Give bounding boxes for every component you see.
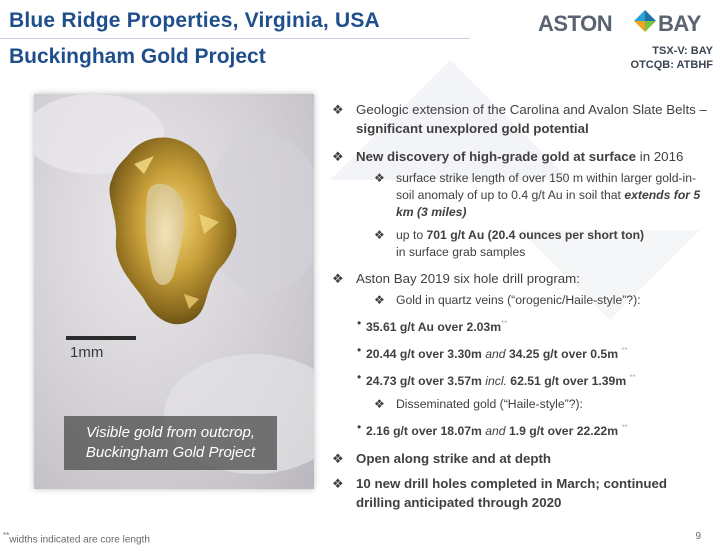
sub-bullet-text: up to xyxy=(396,228,427,242)
sub-bullet-quartz-veins xyxy=(330,292,710,309)
ticker-tsxv: TSX-V: BAY xyxy=(652,45,713,57)
bullet-list xyxy=(330,100,710,521)
sub-bullet-bold-text: 701 g/t Au (20.4 ounces per short ton) xyxy=(426,228,645,242)
result-conjunction: incl. xyxy=(485,374,507,389)
diamond-bullet-icon: ❖ xyxy=(374,293,385,307)
bullet-text: Geologic extension of the Carolina and Avalon Slate Belts – xyxy=(356,102,707,117)
bullet-bold-text: New discovery of high-grade gold at surface xyxy=(356,149,637,164)
caption-line-2: Buckingham Gold Project xyxy=(85,444,256,461)
result-row xyxy=(330,315,710,336)
scale-bar xyxy=(66,336,136,340)
bullet-open-along-strike xyxy=(330,449,710,468)
logo-diamond-icon xyxy=(633,9,657,33)
caption-line-1: Visible gold from outcrop, xyxy=(86,424,255,441)
result-text: 62.51 g/t over 1.39m xyxy=(506,374,627,389)
bullet-bold-text: significant unexplored gold potential xyxy=(356,121,589,136)
sub-bullet-text: Gold in quartz veins (“orogenic/Haile-style”?): xyxy=(396,293,641,307)
footnote-text: widths indicated are core length xyxy=(9,534,150,546)
result-text: 35.61 g/t Au over 2.03m xyxy=(366,320,502,335)
title-divider xyxy=(0,38,470,39)
footnote-marker: ** xyxy=(629,373,636,383)
bullet-new-drill-holes xyxy=(330,474,710,512)
result-row xyxy=(330,342,710,363)
sub-bullet-grab-samples xyxy=(330,227,710,261)
result-text: 2.16 g/t over 18.07m xyxy=(366,424,486,439)
sub-bullet-text: in surface grab samples xyxy=(396,245,526,259)
logo-text-left: ASTON xyxy=(538,11,613,36)
footnote xyxy=(3,531,150,545)
result-text: 34.25 g/t over 0.5m xyxy=(505,347,619,362)
photo-caption xyxy=(64,416,277,470)
sub-bullet-bold-text: extends for 5 km (3 miles) xyxy=(396,188,701,219)
stock-ticker xyxy=(631,44,713,72)
result-row xyxy=(330,419,710,440)
page-title: Blue Ridge Properties, Virginia, USA xyxy=(9,9,380,32)
footnote-marker: ** xyxy=(501,319,508,328)
diamond-bullet-icon: ❖ xyxy=(374,228,385,242)
scale-label: 1mm xyxy=(70,344,104,361)
result-conjunction: and xyxy=(485,347,506,362)
page-subtitle: Buckingham Gold Project xyxy=(9,45,266,68)
diamond-bullet-icon: ❖ xyxy=(332,102,344,117)
diamond-bullet-icon: ❖ xyxy=(374,171,385,185)
dot-bullet-icon: • xyxy=(357,343,362,358)
bullet-bold-text: 10 new drill holes completed in March; continued drilling anticipated through 2020 xyxy=(356,476,668,511)
result-conjunction: and xyxy=(485,424,506,439)
dot-bullet-icon: • xyxy=(357,420,362,435)
result-row xyxy=(330,369,710,390)
bullet-new-discovery xyxy=(330,147,710,166)
logo-text-right: BAY xyxy=(658,11,701,36)
bullet-text: in 2016 xyxy=(636,149,684,164)
dot-bullet-icon: • xyxy=(357,316,362,330)
company-logo xyxy=(538,8,714,38)
bullet-geologic-extension xyxy=(330,100,710,138)
result-text: 20.44 g/t over 3.30m xyxy=(366,347,486,362)
result-text: 24.73 g/t over 3.57m xyxy=(366,374,486,389)
footnote-marker: ** xyxy=(3,531,10,540)
sub-bullet-text: surface strike length of over 150 m within larger gold-in-soil anomaly of up to 0.4 g/t Au in soil that xyxy=(396,171,697,202)
footnote-marker: ** xyxy=(621,346,628,356)
diamond-bullet-icon: ❖ xyxy=(374,397,385,412)
page-number: 9 xyxy=(695,531,701,542)
bullet-bold-text: Open along strike and at depth xyxy=(356,451,552,467)
sub-bullet-disseminated xyxy=(330,396,710,413)
diamond-bullet-icon: ❖ xyxy=(332,149,344,164)
diamond-bullet-icon: ❖ xyxy=(332,451,344,467)
bullet-drill-program xyxy=(330,269,710,288)
sub-bullet-text: Disseminated gold (“Haile-style”?): xyxy=(396,397,583,412)
sub-bullet-strike-length xyxy=(330,170,710,221)
gold-sample-photo xyxy=(34,94,314,489)
bullet-text: Aston Bay 2019 six hole drill program: xyxy=(356,271,580,286)
dot-bullet-icon: • xyxy=(357,370,362,385)
ticker-otcqb: OTCQB: ATBHF xyxy=(630,59,713,71)
footnote-marker: ** xyxy=(621,423,628,433)
result-text: 1.9 g/t over 22.22m xyxy=(505,424,619,439)
diamond-bullet-icon: ❖ xyxy=(332,476,344,492)
diamond-bullet-icon: ❖ xyxy=(332,271,344,286)
